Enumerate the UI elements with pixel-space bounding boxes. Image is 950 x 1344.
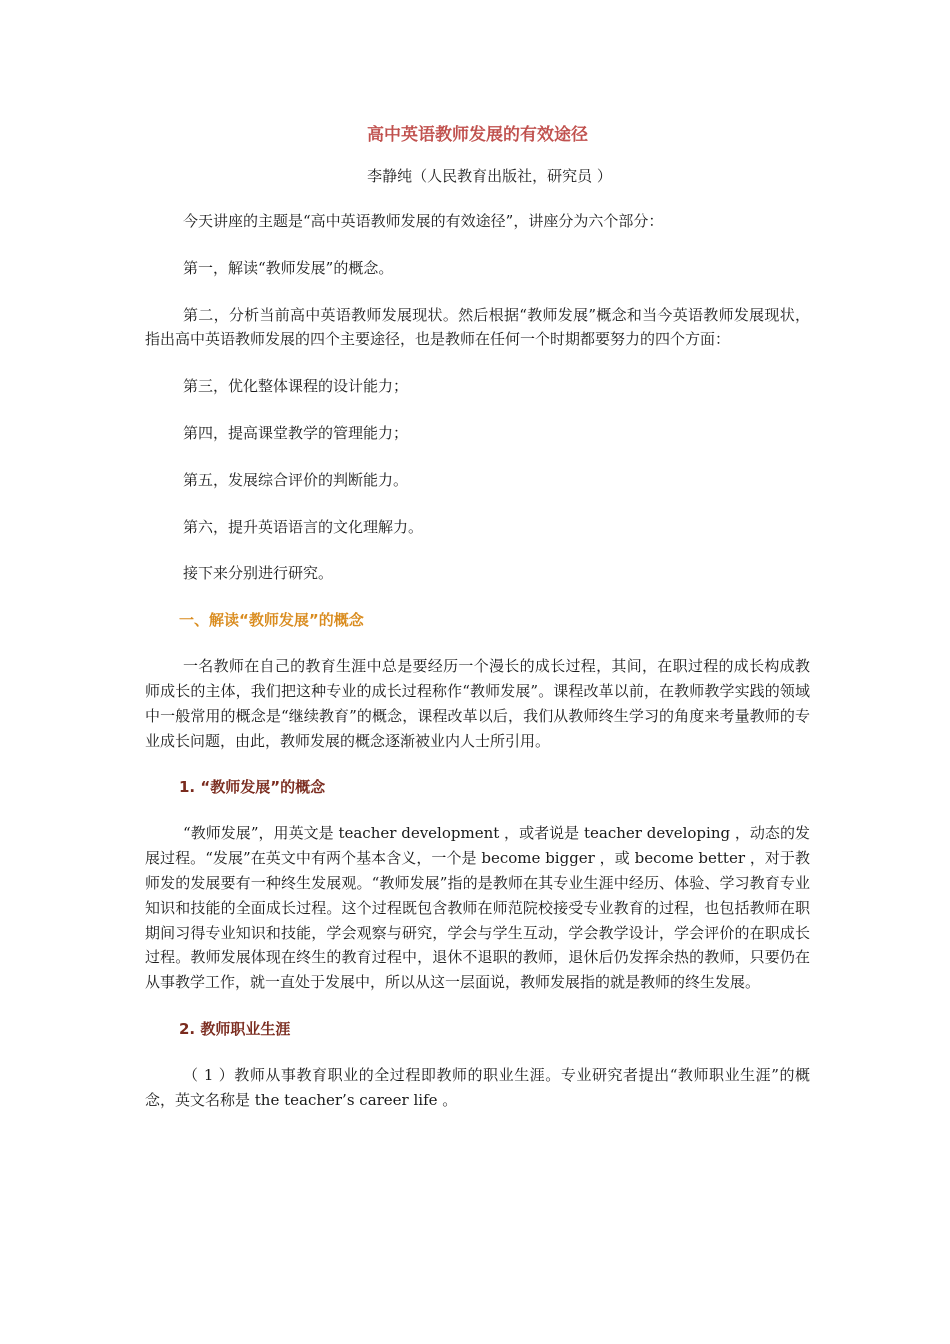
subsection-heading-1: 1. “教师发展”的概念 [179,778,326,797]
document-title: 高中英语教师发展的有效途径 [367,125,588,145]
part-item-5: 第五，发展综合评价的判断能力。 [183,470,409,489]
part-item-4: 第四，提高课堂教学的管理能力； [183,423,409,442]
next-paragraph: 接下来分别进行研究。 [183,564,334,583]
section-heading-1: 一、解读“教师发展”的概念 [179,611,364,630]
document-author: 李静纯（人民教育出版社，研究员 ） [367,167,612,185]
part-item-3: 第三，优化整体课程的设计能力； [183,377,409,396]
part-item-6: 第六，提升英语语言的文化理解力。 [183,517,424,536]
part-item-1: 第一，解读“教师发展”的概念。 [183,258,394,277]
intro-paragraph: 今天讲座的主题是“高中英语教师发展的有效途径”，讲座分为六个部分： [183,212,664,230]
part-item-2: 第二，分析当前高中英语教师发展现状。然后根据“教师发展”概念和当今英语教师发展现状，指出高中英语教师发展的四个主要途径，也是教师在任何一个时期都要努力的四个方面： [145,305,810,349]
subsection-1-paragraph: “教师发展”，用英文是 teacher development ，或者说是 teacher developing ，动态的发展过程。“发展”在英文中有两个基本含义，一个是 become bigger ，或 become better ，对于教师发的发展要有一种终生发展观。“教师发展”指的是教师在其专业生涯中经历、体验、学习教育专业知识和技能的全面成长过程。这个过程既包含教师在师范院校接受专业教育的过程，也包括教师在职期间习得专业知识和技能，学会观察与研究，学会与学生互动，学会教学设计，学会评价的在职成长过程。教师发展体现在终生的教育过程中，退休不退职的教师，退休后仍发挥余热的教师，只要仍在从事教学工作，就一直处于发展中，所以从这一层面说，教师发展指的就是教师的终生发展。 [145,824,810,992]
document-page [145,120,810,1135]
subsection-heading-2: 2. 教师职业生涯 [179,1019,291,1038]
section-1-paragraph: 一名教师在自己的教育生涯中总是要经历一个漫长的成长过程，其间，在职过程的成长构成教师成长的主体，我们把这种专业的成长过程称作“教师发展”。课程改革以前，在教师教学实践的领域中一般常用的概念是“继续教育”的概念，课程改革以后，我们从教师终生学习的角度来考量教师的专业成长问题，由此，教师发展的概念逐渐被业内人士所引用。 [145,657,810,750]
subsection-2-paragraph: （ 1 ）教师从事教育职业的全过程即教师的职业生涯。专业研究者提出“教师职业生涯”的概念，英文名称是 the teacher’s career life 。 [145,1065,810,1109]
